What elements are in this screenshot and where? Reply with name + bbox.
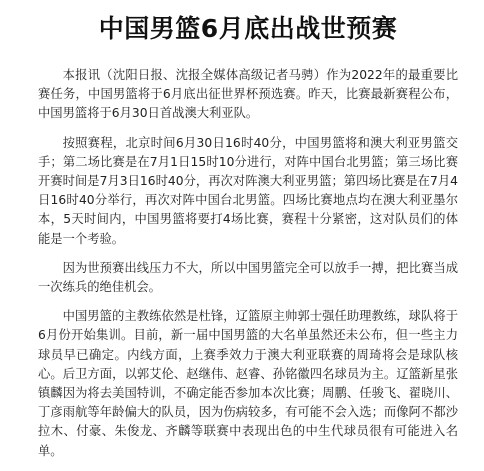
- paragraph-spacer: [38, 249, 458, 259]
- article-paragraph-roster: 中国男篮的主教练依然是杜锋，辽篮原主帅郭士强任助理教练，球队将于6月份开始集训。目前，新一届中国男篮的大名单虽然还未公布，但一些主力球员早已确定。内线方面，上赛季效力于澳大利亚联赛的周琦将会是球队核心。后卫方面，以郭艾伦、赵继伟、赵睿、孙铭徽四名球员为主。辽篮新星张镇麟因为将去美国特训，不确定能否参加本次比赛；周鹏、任骏飞、翟晓川、丁彦雨航等年龄偏大的队员，因为伤病较多，有可能不会入选；而像阿不都沙拉木、付豪、朱俊龙、齐麟等联赛中表现出色的中生代球员很有可能进入名单。: [38, 309, 458, 458]
- paragraph-spacer: [38, 124, 458, 134]
- article-paragraph-intro: 本报讯（沈阳日报、沈报全媒体高级记者马骋）作为2022年的最重要比赛任务，中国男篮将于6月底出征世界杯预选赛。昨天，比赛最新赛程公布，中国男篮将于6月30日首战澳大利亚队。: [38, 68, 458, 121]
- article-paragraph-opportunity: 因为世预赛出线压力不大，所以中国男篮完全可以放手一搏，把比赛当成一次练兵的绝佳机会。: [38, 260, 458, 295]
- paragraph-spacer: [38, 297, 458, 307]
- article-paragraph-schedule: 按照赛程，北京时间6月30日16时40分，中国男篮将和澳大利亚男篮交手；第二场比赛是在7月1日15时10分进行，对阵中国台北男篮；第三场比赛开赛时间是7月3日16时40分，再次对阵澳大利亚男篮；第四场比赛是在7月4日16时40分举行，再次对阵中国台北男篮。四场比赛地点均在澳大利亚墨尔本，5天时间内，中国男篮将要打4场比赛，赛程十分紧密，这对队员们的体能是一个考验。: [38, 135, 458, 246]
- article-title: 中国男篮6月底出战世预赛: [98, 14, 398, 43]
